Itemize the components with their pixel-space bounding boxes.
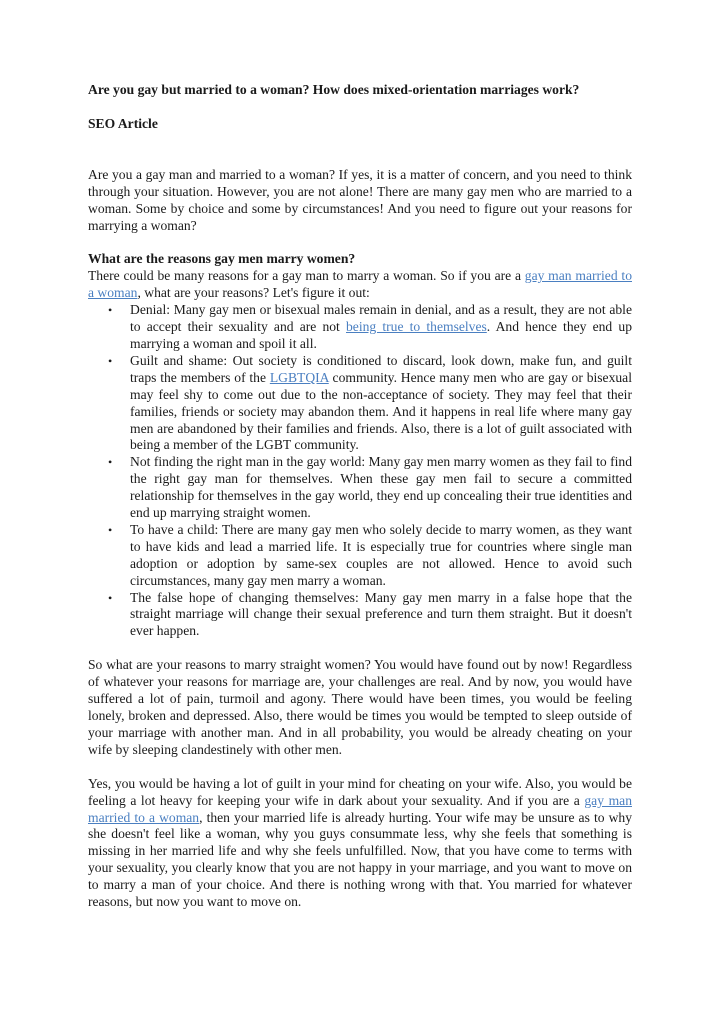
section-intro-paragraph	[88, 268, 632, 302]
paragraph-3-text-before: Yes, you would be having a lot of guilt in your mind for cheating on your wife. Also, you would be feeling a lot heavy for keeping your wife in dark about your sexuality. And if you are a	[88, 775, 632, 808]
body-paragraph-3	[88, 776, 632, 911]
bullet-icon: •	[108, 455, 113, 470]
being-true-to-themselves-link[interactable]: being true to themselves	[346, 319, 487, 335]
bullet-icon: •	[108, 353, 113, 368]
section-intro-text-before: There could be many reasons for a gay man to marry a woman. So if you are a	[88, 268, 525, 284]
list-item-text: The false hope of changing themselves: Many gay men marry in a false hope that the straight marriage will change their sexual preference and turn them straight. But it doesn't ever happen.	[130, 589, 632, 639]
intro-paragraph: Are you a gay man and married to a woman? If yes, it is a matter of concern, and you need to think through your situation. However, you are not alone! There are many gay men who are married to a woman. Some by choice and some by circumstances! And you need to figure out your reasons for marrying a woman?	[88, 166, 632, 233]
section-intro-text-after: , what are your reasons? Let's figure it out:	[137, 285, 370, 301]
bullet-icon: •	[108, 303, 113, 318]
bullet-icon: •	[108, 522, 113, 537]
gay-man-married-link[interactable]: gay man married to a woman	[88, 268, 632, 301]
list-item-text: community. Hence many men who are gay or bisexual may feel shy to come out due to the non-acceptance of society. They may feel that their families, friends or society may abandon them. And it happens in real life where many gay men are abandoned by their families and friends. Also, there is a lot of guilt associated with being a member of the LGBT community.	[130, 369, 632, 453]
list-item-text: Guilt and shame: Out society is conditioned to discard, look down, make fun, and guilt traps the members of the	[130, 352, 632, 385]
list-item-text: To have a child: There are many gay men who solely decide to marry women, as they want to have kids and lead a married life. It is especially true for countries where single man adoption or adoption by same-sex couples are not allowed. Hence to avoid such circumstances, many gay men marry a woman.	[130, 521, 632, 588]
list-item-text: . And hence they end up marrying a woman and spoil it all.	[130, 319, 632, 351]
list-item-to-have-a-child	[108, 521, 632, 590]
document-title: Are you gay but married to a woman? How does mixed-orientation marriages work?	[88, 82, 580, 97]
section-heading: What are the reasons gay men marry women?	[88, 251, 356, 267]
list-item-not-finding-right-man	[108, 454, 632, 522]
list-item-guilt-and-shame	[108, 352, 632, 454]
reasons-list	[88, 302, 632, 640]
document-page	[88, 82, 632, 911]
list-item-text: Not finding the right man in the gay world: Many gay men marry women as they fail to find the right gay man for themselves. When these gay men fail to secure a committed relationship for themselves in the gay world, they end up concealing their true identities and end up marrying straight women.	[130, 454, 632, 521]
gay-man-married-link-2[interactable]: gay man married to a woman	[88, 792, 632, 825]
article-label: SEO Article	[88, 115, 158, 131]
list-item-false-hope	[108, 589, 632, 641]
list-item-denial	[108, 302, 632, 353]
lgbtqia-link[interactable]: LGBTQIA	[269, 369, 329, 385]
paragraph-3-text-after: , then your married life is already hurting. Your wife may be unsure as to why she doesn't feel like a woman, why you guys consummate less, why she feels that something is missing in her married life and why she feels unfulfilled. Now, that you have come to terms with your sexuality, you clearly know that you are not happy in your marriage, and you want to move on to marry a man of your choice. And there is nothing wrong with that. You married for whatever reasons, but now you want to move on.	[88, 809, 632, 910]
list-item-text: Denial: Many gay men or bisexual males remain in denial, and as a result, they are not able to accept their sexuality and are not	[130, 302, 632, 335]
bullet-icon: •	[108, 590, 113, 605]
body-paragraph-2: So what are your reasons to marry straight women? You would have found out by now! Regardless of whatever your reasons for marriage are, your challenges are real. And by now, you would have suffered a lot of pain, turmoil and agony. There would have been times, you would be feeling lonely, broken and depressed. Also, there would be times you would be tempted to sleep outside of your marriage with another man. And in all probability, you would be already cheating on your wife by sleeping clandestinely with other men.	[88, 657, 632, 757]
